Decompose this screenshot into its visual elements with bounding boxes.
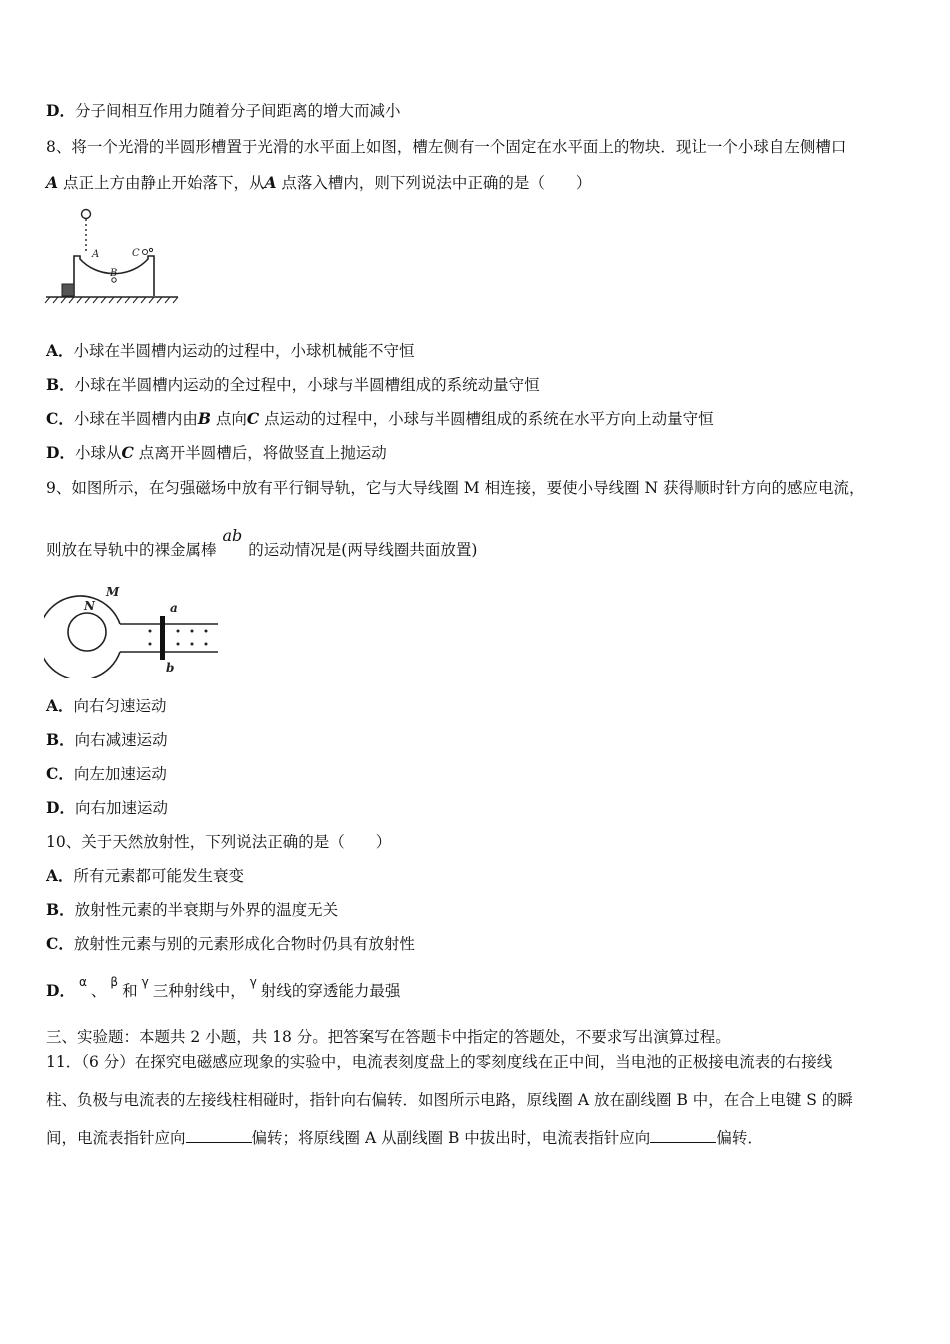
ball-position-c2 [149, 248, 152, 251]
q9-stem-line1: 9、如图所示，在匀强磁场中放有平行铜导轨，它与大导线圈 M 相连接，要使小导线圈 N 获得顺时针方向的感应电流， [46, 479, 865, 497]
option-text: 分子间相互作用力随着分子间距离的增大而减小 [74, 102, 401, 120]
option-letter: D． [46, 443, 75, 462]
q11-line1: 11．（6 分）在探究电磁感应现象的实验中，电流表刻度盘上的零刻度线在正中间，当电池的正极接电流表的右接线 [46, 1053, 833, 1071]
rod-label: ab [222, 526, 243, 545]
q10-option-d [46, 975, 401, 1002]
answer-blank-2[interactable] [650, 1128, 716, 1143]
option-text: 三种射线中， [152, 982, 246, 1000]
option-text: 向右减速运动 [74, 731, 168, 749]
metal-rod-ab [160, 616, 165, 660]
stem-text: 的运动情况是(两导线圈共面放置) [248, 541, 478, 559]
point-label: C [121, 443, 134, 462]
option-letter: B． [46, 375, 75, 394]
q8-option-c [46, 409, 714, 429]
q10-stem: 10、关于天然放射性，下列说法正确的是（ ） [46, 833, 392, 851]
option-text: 点向 [210, 410, 247, 428]
label-b: B [110, 268, 118, 279]
option-letter: C． [46, 934, 74, 953]
q11-line3 [46, 1128, 763, 1148]
option-text: 小球在半圆槽内运动的全过程中，小球与半圆槽组成的系统动量守恒 [74, 376, 540, 394]
gamma-symbol: γ [249, 975, 257, 989]
fixed-block [62, 284, 74, 296]
q11-text: 偏转． [716, 1129, 763, 1147]
option-text: 向左加速运动 [73, 765, 167, 783]
point-label: A [264, 173, 277, 192]
option-text: 放射性元素的半衰期与外界的温度无关 [74, 901, 339, 919]
option-text: 小球在半圆槽内运动的过程中，小球机械能不守恒 [73, 342, 415, 360]
q7-option-d [46, 101, 400, 121]
option-letter: A． [46, 866, 74, 885]
option-text: 点运动的过程中，小球与半圆槽组成的系统在水平方向上动量守恒 [259, 410, 714, 428]
option-text: 小球在半圆槽内由 [73, 410, 198, 428]
q8-option-b [46, 375, 540, 395]
point-label: C [246, 409, 260, 428]
label-b: b [166, 661, 175, 675]
q11-text: 间，电流表指针应向 [46, 1129, 186, 1147]
beta-symbol: β [110, 975, 119, 989]
alpha-symbol: α [78, 975, 87, 989]
option-text: 所有元素都可能发生衰变 [73, 867, 245, 885]
option-letter: C． [46, 409, 74, 428]
option-text: 放射性元素与别的元素形成化合物时仍具有放射性 [73, 935, 415, 953]
ball-position-c [143, 250, 148, 255]
label-a: a [170, 601, 178, 615]
q10-option-c [46, 934, 415, 954]
q9-option-c [46, 764, 167, 784]
option-text: 射线的穿透能力最强 [260, 982, 401, 1000]
answer-blank-1[interactable] [186, 1128, 252, 1143]
coil-n-inner [68, 613, 106, 651]
option-text: 小球从 [74, 444, 122, 462]
option-text: 点离开半圆槽后，将做竖直上抛运动 [133, 444, 387, 462]
option-letter: C． [46, 764, 74, 783]
option-text: 和 [122, 982, 138, 1000]
section3-header: 三、实验题：本题共 2 小题，共 18 分。把答案写在答题卡中指定的答题处，不要求写出演算过程。 [46, 1028, 731, 1046]
q11-line2: 柱、负极与电流表的左接线柱相碰时，指针向右偏转．如图所示电路，原线圈 A 放在副线圈 B 中，在合上电键 S 的瞬 [46, 1091, 853, 1109]
ground-hatching [45, 297, 178, 303]
stem-text: 点正上方由静止开始落下，从 [58, 174, 265, 192]
option-letter: D． [46, 101, 75, 120]
option-letter: A． [46, 341, 74, 360]
option-letter: D． [46, 981, 75, 1000]
q9-option-a [46, 696, 167, 716]
label-m: M [106, 585, 120, 599]
option-letter: A． [46, 696, 74, 715]
option-letter: D． [46, 798, 75, 817]
gamma-symbol: γ [141, 975, 149, 989]
q9-option-b [46, 730, 168, 750]
option-text: 向右加速运动 [74, 799, 168, 817]
q8-option-d [46, 443, 387, 463]
point-label: A [46, 173, 59, 192]
ball-icon [82, 210, 91, 219]
option-text: 向右匀速运动 [73, 697, 167, 715]
q10-option-b [46, 900, 338, 920]
label-c: C [132, 248, 140, 259]
q8-option-a [46, 341, 415, 361]
magnetic-field-dots [149, 630, 208, 646]
q8-stem-line1: 8、将一个光滑的半圆形槽置于光滑的水平面上如图，槽左侧有一个固定在水平面上的物块．现让一个小球自左侧槽口 [46, 138, 847, 156]
stem-text: 点落入槽内，则下列说法中正确的是（ ） [276, 174, 592, 192]
label-a: A [92, 249, 100, 260]
option-letter: B． [46, 900, 75, 919]
q8-figure-semicircle-trough [44, 204, 184, 308]
q8-stem-line2 [46, 173, 591, 193]
option-letter: B． [46, 730, 75, 749]
q9-figure-coil-and-rails [44, 582, 224, 678]
label-n: N [84, 599, 95, 613]
q11-text: 偏转；将原线圈 A 从副线圈 B 中拔出时，电流表指针应向 [251, 1129, 651, 1147]
q9-option-d [46, 798, 168, 818]
separator: 、 [90, 982, 107, 1000]
stem-text: 则放在导轨中的裸金属棒 [46, 541, 217, 559]
q9-stem-line2 [46, 526, 478, 560]
point-label: B [197, 409, 211, 428]
coil-m-outer [44, 596, 120, 678]
q10-option-a [46, 866, 244, 886]
